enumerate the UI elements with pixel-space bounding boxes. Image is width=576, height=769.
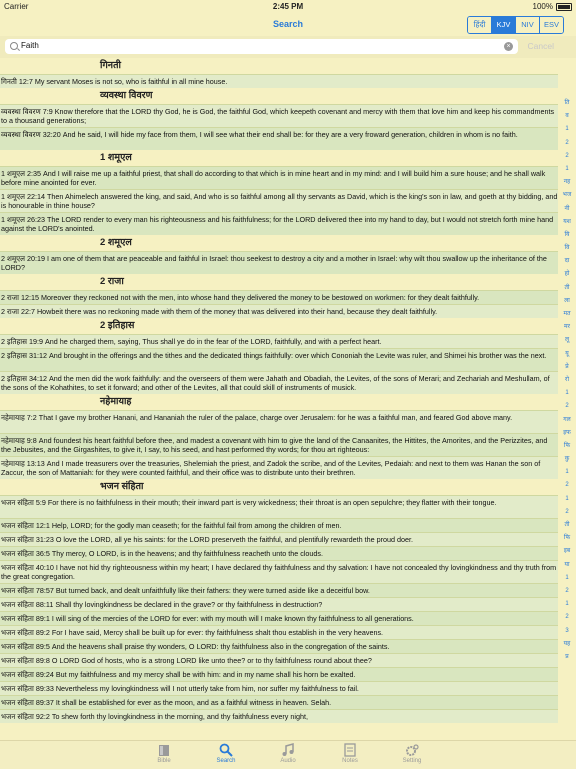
verse-row[interactable]: नहेमायाह 13:13 And I made treasurers over the treasuries, Shelemiah the priest, and Zadok the scribe, and of the Levites, Pedaiah: and next to them was Hanan the son of Zaccur, the son of Mattaniah: for they were counted faithful, and their office was to distribute unto their brethren.	[0, 456, 558, 479]
tab-label: Bible	[157, 758, 171, 764]
index-letter[interactable]: रो	[564, 376, 569, 383]
index-letter[interactable]: यू	[565, 350, 569, 357]
verse-row[interactable]: 2 राजा 12:15 Moreover they reckoned not with the men, into whose hand they delivered the money to be bestowed on workmen: for they dealt faithfully.	[0, 290, 558, 304]
notes-icon	[343, 743, 357, 757]
index-letter[interactable]: भज	[562, 192, 572, 199]
segment-hindi[interactable]: हिंदी	[468, 17, 491, 33]
verse-row[interactable]: गिनती 12:7 My servant Moses is not so, who is faithful in all mine house.	[0, 74, 558, 88]
verse-row[interactable]: भजन संहिता 89:1 I will sing of the mercies of the LORD for ever: with my mouth will I make known thy faithfulness to all generations.	[0, 611, 558, 625]
tab-label: Notes	[342, 758, 358, 764]
tab-label: Audio	[280, 758, 296, 764]
verse-row[interactable]: भजन संहिता 88:11 Shall thy lovingkindness be declared in the grave? or thy faithfulness in destruction?	[0, 597, 558, 611]
book-header: व्यवस्था विवरण	[100, 90, 153, 101]
verse-row[interactable]: भजन संहिता 89:8 O LORD God of hosts, who is a strong LORD like unto thee? or to thy faithfulness round about thee?	[0, 653, 558, 667]
book-header: 1 शमूएल	[100, 152, 132, 163]
battery-percent: 100%	[532, 2, 553, 11]
bible-icon	[157, 743, 171, 757]
index-letter[interactable]: 2	[565, 152, 569, 159]
index-letter[interactable]: ला	[564, 297, 570, 304]
book-header: 2 शमूएल	[100, 237, 132, 248]
index-letter[interactable]: नह	[563, 179, 571, 186]
index-letter[interactable]: 1	[565, 126, 569, 133]
index-letter[interactable]: 2	[565, 587, 569, 594]
index-letter[interactable]: वि	[564, 245, 570, 252]
index-letter[interactable]: 2	[565, 614, 569, 621]
index-letter[interactable]: यि	[564, 231, 570, 238]
verse-row[interactable]: व्यवस्था विवरण 32:20 And he said, I will hide my face from them, I will see what their end shall be: for they are a very froward generation, children in whom is no faith.	[0, 127, 558, 150]
clear-icon[interactable]: ×	[504, 42, 513, 51]
index-letter[interactable]: फि	[563, 442, 571, 449]
index-letter[interactable]: मत	[563, 311, 571, 317]
verse-row[interactable]: 1 शमूएल 26:23 The LORD render to every man his righteousness and his faithfulness; for the LORD delivered thee into my hand to day, but I would not stretch forth mine hand against the LORD's anointed.	[0, 212, 558, 235]
index-letter[interactable]: मर	[563, 324, 571, 331]
index-letter[interactable]: प्र	[565, 653, 569, 660]
verse-row[interactable]: भजन संहिता 89:5 And the heavens shall praise thy wonders, O LORD: thy faithfulness also in the congregation of the saints.	[0, 639, 558, 653]
index-letter[interactable]: नी	[564, 205, 570, 212]
index-letter[interactable]: व	[565, 113, 569, 120]
verse-row[interactable]: भजन संहिता 89:2 For I have said, Mercy shall be built up for ever: thy faithfulness shalt thou establish in the very heavens.	[0, 625, 558, 639]
navigation-bar	[0, 12, 576, 36]
index-letter[interactable]: 1	[565, 495, 569, 502]
results-list[interactable]	[0, 58, 558, 740]
index-letter[interactable]: हो	[564, 271, 570, 278]
index-letter[interactable]: ति	[564, 100, 570, 106]
index-letter[interactable]: 1	[565, 601, 569, 608]
index-letter[interactable]: गल	[563, 416, 571, 423]
verse-row[interactable]: भजन संहिता 5:9 For there is no faithfulness in their mouth; their inward part is very wickedness; their throat is an open sepulchre; they flatter with their tongue.	[0, 495, 558, 518]
book-header: नहेमायाह	[100, 396, 132, 407]
clock: 2:45 PM	[272, 2, 304, 11]
verse-row[interactable]: भजन संहिता 89:37 It shall be established for ever as the moon, and as a faithful witness in heaven. Selah.	[0, 695, 558, 709]
index-letter[interactable]: लू	[564, 337, 570, 344]
verse-row[interactable]: भजन संहिता 36:5 Thy mercy, O LORD, is in the heavens; and thy faithfulness reacheth unto the clouds.	[0, 546, 558, 560]
index-letter[interactable]: 2	[565, 403, 569, 410]
index-letter[interactable]: 1	[565, 469, 569, 476]
book-header: 2 इतिहास	[100, 320, 135, 331]
verse-row[interactable]: भजन संहिता 31:23 O love the LORD, all ye his saints: for the LORD preserveth the faithful, and plentifully rewardeth the proud doer.	[0, 532, 558, 546]
index-letter[interactable]: 2	[565, 508, 569, 515]
tab-audio[interactable]	[268, 741, 308, 769]
index-letter[interactable]: यह	[563, 640, 571, 647]
index-letter[interactable]: प्रे	[565, 363, 569, 370]
verse-row[interactable]: 2 इतिहास 34:12 And the men did the work faithfully: and the overseers of them were Jahath and Obadiah, the Levites, of the sons of Merari; and Zechariah and Meshullam, of the sons of the Kohathites, to set it forward; and other of the Levites, all that could skill of instruments of musick.	[0, 371, 558, 394]
verse-row[interactable]: नहेमायाह 9:8 And foundest his heart faithful before thee, and madest a covenant with him to give the land of the Canaanites, the Hittites, the Amorites, and the Perizzites, and the Jebusites, and the Girgashites, to give it, I say, to his seed, and hast performed thy words; for thou art righteous:	[0, 433, 558, 456]
verse-row[interactable]: 1 शमूएल 22:14 Then Ahimelech answered the king, and said, And who is so faithful among all thy servants as David, which is the king's son in law, and goeth at thy bidding, and is honourable in thine house?	[0, 189, 558, 212]
carrier-label: Carrier	[4, 2, 29, 11]
search-icon	[219, 743, 233, 757]
verse-row[interactable]: 2 इतिहास 31:12 And brought in the offerings and the tithes and the dedicated things faithfully: over which Cononiah the Levite was ruler, and Shimei his brother was the next.	[0, 348, 558, 371]
index-letter[interactable]: 2	[565, 482, 569, 489]
tab-bible[interactable]	[144, 741, 184, 769]
tab-label: Search	[216, 758, 236, 764]
index-letter[interactable]: यश	[563, 218, 571, 225]
verse-row[interactable]: भजन संहिता 40:10 I have not hid thy righteousness within my heart; I have declared thy faithfulness and thy salvation: I have not concealed thy lovingkindness and thy truth from the great congregation.	[0, 560, 558, 583]
index-letter[interactable]: दा	[564, 258, 570, 265]
tab-setting[interactable]	[392, 741, 432, 769]
status-bar	[0, 0, 576, 12]
setting-icon	[405, 743, 419, 757]
segment-esv[interactable]: ESV	[539, 17, 563, 33]
index-letter[interactable]: या	[564, 561, 570, 568]
index-letter[interactable]: 1	[565, 574, 569, 581]
section-index[interactable]	[558, 100, 576, 660]
battery-status	[533, 2, 572, 11]
tab-search[interactable]	[206, 741, 246, 769]
book-header: भजन संहिता	[100, 481, 144, 492]
verse-row[interactable]: भजन संहिता 12:1 Help, LORD; for the godly man ceaseth; for the faithful fail from among the children of men.	[0, 518, 558, 532]
segment-niv[interactable]: NIV	[515, 17, 539, 33]
search-input[interactable]	[5, 39, 518, 54]
verse-row[interactable]: भजन संहिता 92:2 To shew forth thy lovingkindness in the morning, and thy faithfulness every night,	[0, 709, 558, 723]
verse-row[interactable]: भजन संहिता 89:33 Nevertheless my lovingkindness will I not utterly take from him, nor suffer my faithfulness to fail.	[0, 681, 558, 695]
index-letter[interactable]: ती	[564, 522, 570, 528]
segment-kjv[interactable]: KJV	[491, 17, 515, 33]
index-letter[interactable]: ती	[564, 284, 570, 291]
book-header: गिनती	[100, 60, 121, 71]
index-letter[interactable]: 2	[565, 139, 569, 146]
index-letter[interactable]: इफ	[563, 429, 571, 436]
battery-icon	[556, 3, 572, 11]
index-letter[interactable]: इब	[563, 548, 571, 555]
audio-icon	[281, 743, 295, 757]
verse-row[interactable]: 2 इतिहास 19:9 And he charged them, saying, Thus shall ye do in the fear of the LORD, faithfully, and with a perfect heart.	[0, 334, 558, 348]
book-header: 2 राजा	[100, 276, 124, 287]
index-letter[interactable]: कु	[564, 456, 570, 463]
verse-row[interactable]: भजन संहिता 89:24 But my faithfulness and my mercy shall be with him: and in my name shall his horn be exalted.	[0, 667, 558, 681]
search-query[interactable]: Faith	[21, 41, 39, 50]
verse-row[interactable]: 2 राजा 22:7 Howbeit there was no reckoning made with them of the money that was delivered into their hand, because they dealt faithfully.	[0, 304, 558, 318]
verse-row[interactable]: 1 शमूएल 2:35 And I will raise me up a faithful priest, that shall do according to that which is in mine heart and in my mind: and I will build him a sure house; and he shall walk before mine anointed for ever.	[0, 166, 558, 189]
index-letter[interactable]: 3	[565, 627, 569, 634]
cancel-button[interactable]: Cancel	[527, 41, 554, 51]
tab-notes[interactable]	[330, 741, 370, 769]
verse-row[interactable]: भजन संहिता 78:57 But turned back, and dealt unfaithfully like their fathers: they were turned aside like a deceitful bow.	[0, 583, 558, 597]
tab-label: Setting	[402, 758, 422, 764]
index-letter[interactable]: 1	[565, 390, 569, 397]
tab-bar	[0, 740, 576, 769]
verse-row[interactable]: नहेमायाह 7:2 That I gave my brother Hanani, and Hananiah the ruler of the palace, charge over Jerusalem: for he was a faithful man, and feared God above many.	[0, 410, 558, 433]
index-letter[interactable]: फि	[563, 535, 571, 542]
index-letter[interactable]: 1	[565, 165, 569, 172]
translation-selector	[467, 16, 564, 34]
search-bar	[0, 36, 576, 58]
magnifier-icon	[10, 42, 18, 50]
verse-row[interactable]: 2 शमूएल 20:19 I am one of them that are peaceable and faithful in Israel: thou seekest to destroy a city and a mother in Israel: why wilt thou swallow up the inheritance of the LORD?	[0, 251, 558, 274]
verse-row[interactable]: व्यवस्था विवरण 7:9 Know therefore that the LORD thy God, he is God, the faithful God, which keepeth covenant and mercy with them that love him and keep his commandments to a thousand generations;	[0, 104, 558, 127]
page-title: Search	[272, 19, 304, 29]
